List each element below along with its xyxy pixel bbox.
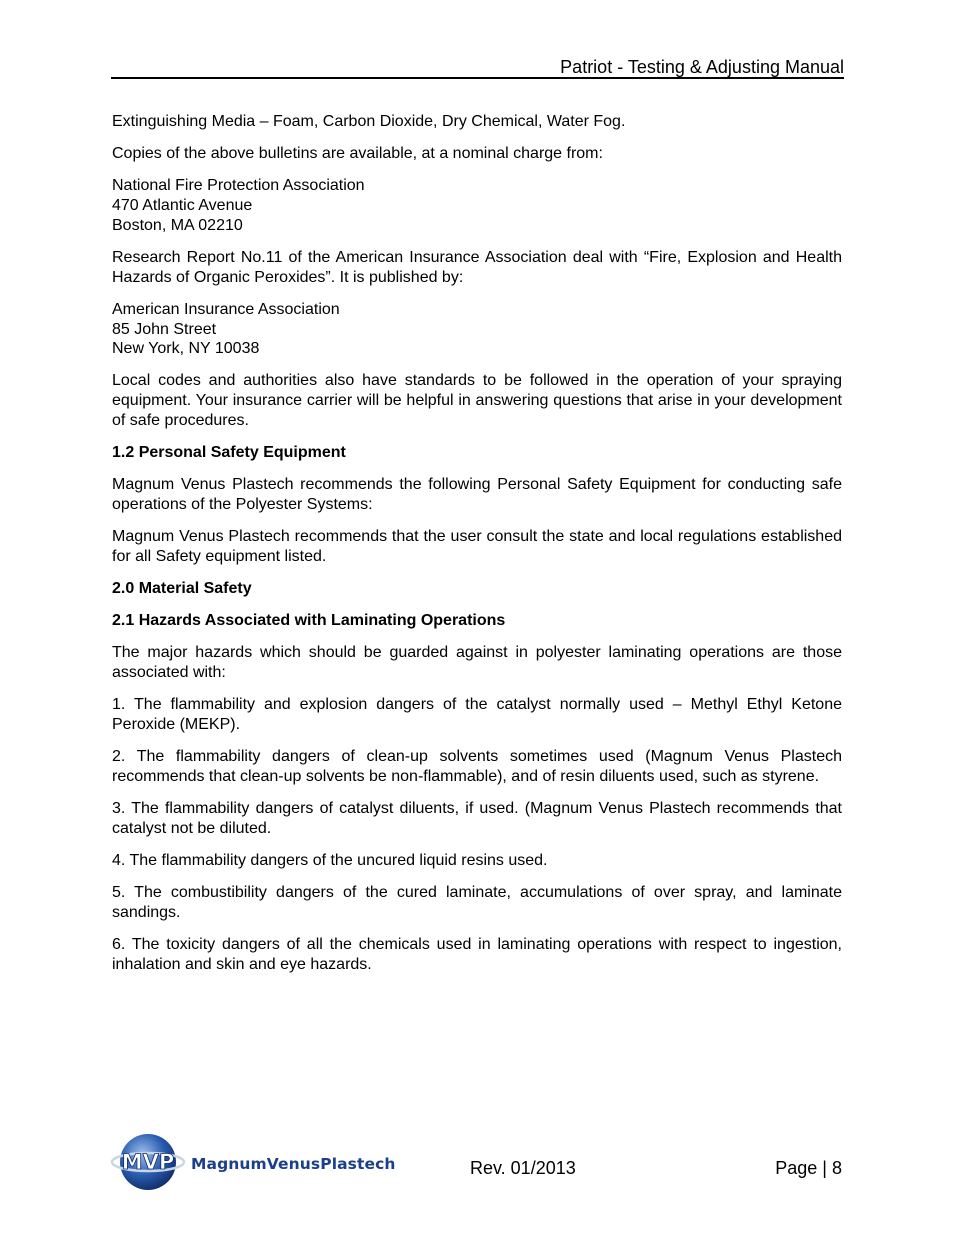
company-logo [110, 1130, 400, 1192]
body-paragraph [112, 883, 842, 923]
body-paragraph [112, 851, 842, 871]
paragraph-line: 1. The flammability and explosion dangers of the catalyst normally used – Methyl Ethyl Ketone Peroxide (MEKP). [112, 696, 842, 733]
running-header-title: Patriot - Testing & Adjusting Manual [560, 57, 844, 77]
section-heading [112, 611, 842, 631]
paragraph-line: The major hazards which should be guarded against in polyester laminating operations are those associated with: [112, 644, 842, 681]
paragraph-line: National Fire Protection Association [112, 177, 365, 195]
paragraph-line: 3. The flammability dangers of catalyst diluents, if used. (Magnum Venus Plastech recommends that catalyst not be diluted. [112, 799, 842, 837]
paragraph-line: 1.2 Personal Safety Equipment [112, 444, 346, 462]
paragraph-line: 5. The combustibility dangers of the cured laminate, accumulations of over spray, and laminate sandings. [112, 883, 842, 921]
paragraph-line: Local codes and authorities also have standards to be followed in the operation of your spraying equipment. Your insurance carrier will be helpful in answering questions that arise in your development of safe procedures. [112, 372, 842, 430]
body-paragraph [112, 799, 842, 839]
section-heading [112, 579, 842, 599]
paragraph-line: Research Report No.11 of the American Insurance Association deal with “Fire, Explosion and Health Hazards of Organic Peroxides”. It is published by: [112, 248, 842, 286]
mvp-globe-icon [110, 1130, 190, 1192]
body-paragraph [112, 475, 842, 515]
paragraph-line: Copies of the above bulletins are available, at a nominal charge from: [112, 145, 603, 163]
body-paragraph [112, 695, 842, 735]
paragraph-line: American Insurance Association [112, 300, 340, 318]
paragraph-line: Extinguishing Media – Foam, Carbon Dioxide, Dry Chemical, Water Fog. [112, 113, 626, 130]
page-number: Page | 8 [775, 1158, 842, 1178]
body-paragraph [112, 248, 842, 288]
body-paragraph [112, 300, 842, 359]
header-rule [111, 77, 844, 79]
paragraph-line: 85 John Street [112, 320, 217, 338]
body-paragraph [112, 176, 842, 235]
body-paragraph [112, 747, 842, 787]
section-heading [112, 443, 842, 463]
paragraph-line: Magnum Venus Plastech recommends the following Personal Safety Equipment for conducting safe operations of the Polyester Systems: [112, 476, 842, 514]
body-paragraph [112, 371, 842, 430]
document-body [112, 112, 842, 987]
paragraph-line: 4. The flammability dangers of the uncured liquid resins used. [112, 851, 548, 869]
logo-wordmark: MagnumVenusPlastech [191, 1155, 396, 1173]
paragraph-line: Boston, MA 02210 [112, 216, 243, 234]
body-paragraph [112, 935, 842, 975]
paragraph-line: 2.1 Hazards Associated with Laminating Operations [112, 612, 506, 630]
paragraph-line: 2. The flammability dangers of clean-up solvents sometimes used (Magnum Venus Plastech recommends that clean-up solvents be non-flammable), and of resin diluents used, such as styrene. [112, 747, 842, 785]
logo-mark: MVP [121, 1150, 175, 1174]
paragraph-line: 6. The toxicity dangers of all the chemicals used in laminating operations with respect to ingestion, inhalation and skin and eye hazards. [112, 935, 842, 973]
revision-label: Rev. 01/2013 [470, 1158, 576, 1178]
paragraph-line: 470 Atlantic Avenue [112, 196, 253, 214]
body-paragraph [112, 112, 842, 132]
paragraph-line: 2.0 Material Safety [112, 580, 252, 598]
body-paragraph [112, 144, 842, 164]
paragraph-line: New York, NY 10038 [112, 340, 260, 358]
body-paragraph [112, 643, 842, 683]
paragraph-line: Magnum Venus Plastech recommends that the user consult the state and local regulations established for all Safety equipment listed. [112, 528, 842, 565]
body-paragraph [112, 527, 842, 567]
